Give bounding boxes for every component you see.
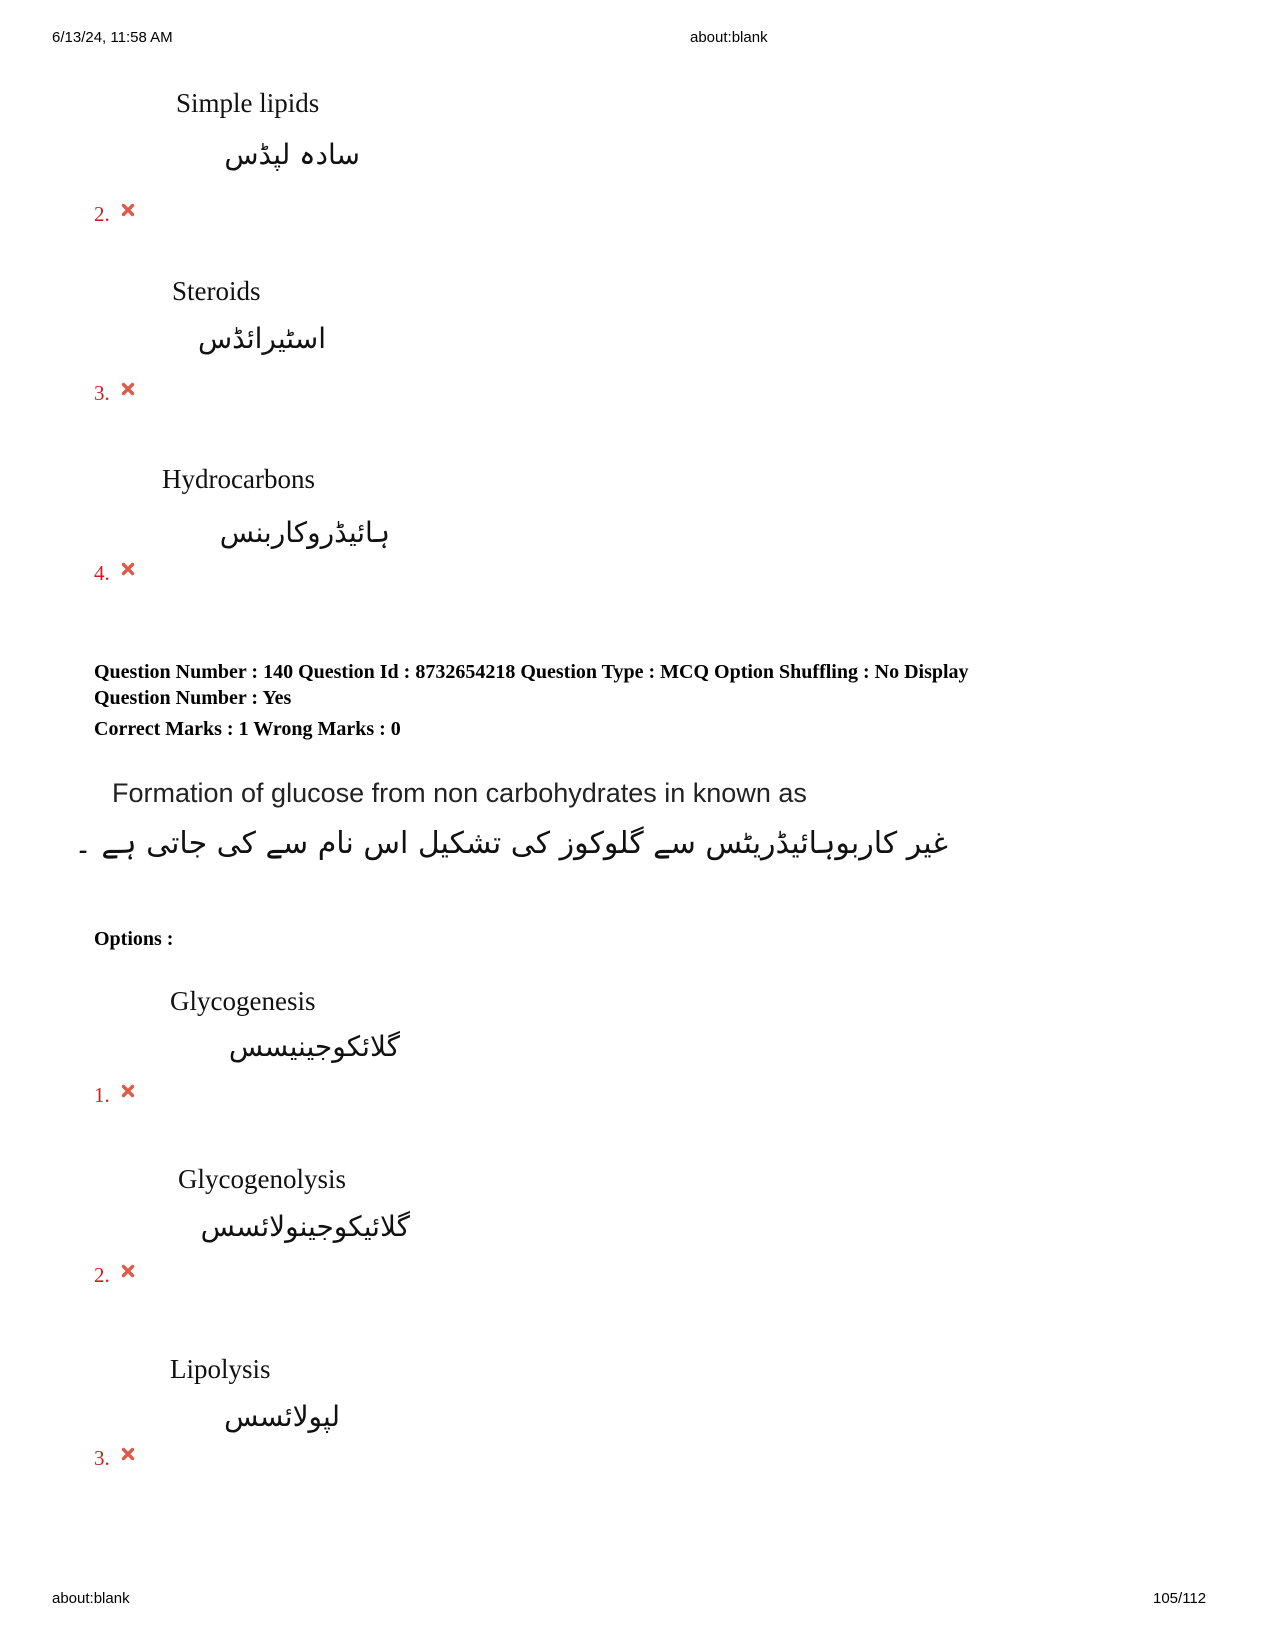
cross-mark-icon [121,1264,135,1278]
option-2-urdu: گلائیکوجینولائسس [200,1210,410,1243]
cross-mark-icon [121,562,135,576]
print-datetime: 6/13/24, 11:58 AM [52,29,173,46]
print-page-title: about:blank [690,29,768,46]
prev-option-2-english: Steroids [172,276,261,306]
question-text-english: Formation of glucose from non carbohydrates in known as [112,778,807,808]
option-1-english: Glycogenesis [170,986,316,1016]
option-2-english: Glycogenolysis [178,1164,346,1194]
prev-option-1-urdu: سادہ لپڈس [224,138,360,171]
prev-option-number-2: 2. [94,202,110,226]
prev-option-number-3: 3. [94,381,110,405]
print-page-counter: 105/112 [1153,1590,1207,1607]
option-number-2: 2. [94,1263,110,1287]
question-text-urdu: غیر کاربوہائیڈریٹس سے گلوکوز کی تشکیل اس نام سے کی جاتی ہے ۔ [74,826,948,861]
question-meta-line-2: Question Number : Yes [94,687,292,709]
cross-mark-icon [121,203,135,217]
prev-option-3-english: Hydrocarbons [162,464,315,494]
option-1-urdu: گلائکوجینیسس [228,1030,400,1063]
question-meta-line-1: Question Number : 140 Question Id : 8732654218 Question Type : MCQ Option Shuffling : No Display [94,661,969,683]
option-3-urdu: لپولائسس [224,1400,340,1433]
options-label: Options : [94,928,174,950]
cross-mark-icon [121,1084,135,1098]
prev-option-2-urdu: اسٹیرائڈس [197,322,326,355]
prev-option-number-4: 4. [94,561,110,585]
option-3-english: Lipolysis [170,1354,271,1384]
option-number-3: 3. [94,1446,110,1470]
cross-mark-icon [121,382,135,396]
print-footer-url: about:blank [52,1590,130,1607]
prev-option-1-english: Simple lipids [176,88,320,118]
question-marks: Correct Marks : 1 Wrong Marks : 0 [94,718,401,740]
option-number-1: 1. [94,1083,110,1107]
cross-mark-icon [121,1447,135,1461]
prev-option-3-urdu: ہائیڈروکاربنس [219,516,390,549]
